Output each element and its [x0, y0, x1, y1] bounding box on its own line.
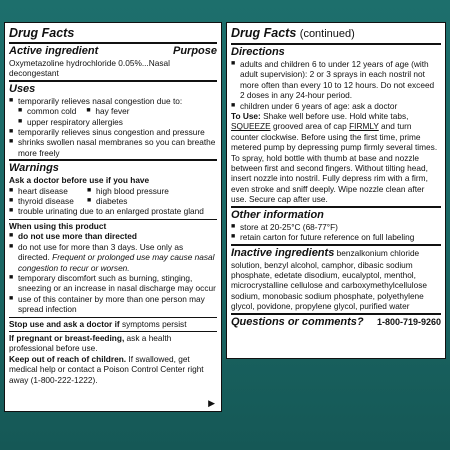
condition-item: ■ trouble urinating due to an enlarged prostate gland — [9, 206, 217, 216]
directions-heading: Directions — [231, 46, 285, 58]
active-ingredient-header — [9, 45, 217, 58]
ask-doctor-heading: Ask a doctor before use if you have — [9, 175, 150, 186]
firmly-text: FIRMLY — [349, 121, 379, 132]
uses-heading: Uses — [9, 82, 36, 95]
to-use-bold: To Use: — [231, 111, 261, 122]
continue-arrow-icon: ▶ — [208, 397, 215, 408]
pregnancy-text: ask a health professional before use. — [9, 332, 172, 354]
when-using-item: ■ temporary discomfort such as burning, stinging, sneezing or an increase in nasal discharge may occur — [9, 273, 217, 294]
questions-phone: 1-800-719-9260 — [376, 316, 441, 327]
pregnancy-line — [9, 333, 217, 354]
condition-item: ■ thyroid disease — [9, 196, 87, 206]
divider — [231, 313, 441, 315]
condition-item: ■ heart disease — [9, 186, 87, 196]
conditions-grid — [9, 186, 217, 207]
when-using-list — [9, 231, 217, 314]
squeeze-text: SQUEEZE — [231, 121, 271, 132]
stop-use-bold: Stop use and ask a doctor if — [9, 318, 120, 329]
inactive-ingredients-paragraph — [231, 247, 441, 312]
divider — [231, 43, 441, 45]
pregnancy-bold: If pregnant or breast-feeding, — [9, 332, 125, 343]
uses-list — [9, 96, 217, 106]
other-info-list — [231, 222, 441, 243]
condition-item: ■ high blood pressure — [87, 186, 217, 196]
other-info-item: ■ retain carton for future reference on full labeling — [231, 232, 441, 242]
condition-item: ■ diabetes — [87, 196, 217, 206]
other-info-heading: Other information — [231, 208, 324, 221]
drug-facts-title: Drug Facts — [9, 26, 75, 40]
when-using-item — [9, 242, 217, 273]
uses-sub-items — [9, 106, 217, 116]
conditions-list — [9, 206, 217, 216]
to-use-paragraph — [231, 111, 441, 205]
to-use-text: and turn counter clockwise. Before using the first time, prime metered pump by depressing pump firmly several times. To spray, hold bottle with thumb at base and nozzle between first and second fingers. Without tilting head, insert nozzle into nostril. Fully depress rim with a firm, even stroke and sniff deeply. Wipe nozzle clean after use. Secure cap after use. — [231, 121, 438, 205]
active-ingredient-line: Oxymetazoline hydrochloride 0.05%...Nasal decongestant — [9, 58, 170, 79]
drug-facts-panel-left — [4, 22, 222, 412]
divider — [9, 331, 217, 332]
stop-use-text: symptoms persist — [119, 318, 187, 329]
uses-sub-item: ■ hay fever — [86, 106, 129, 116]
directions-list — [231, 59, 441, 111]
uses-item: ■ temporarily relieves sinus congestion and pressure — [9, 127, 217, 137]
divider — [231, 206, 441, 208]
when-using-item: ■ do not use more than directed — [9, 231, 217, 241]
when-using-heading: When using this product — [9, 220, 107, 231]
divider — [231, 244, 441, 246]
directions-item: ■ adults and children 6 to under 12 years of age (with adult supervision): 2 or 3 sprays in each nostril not more often than every 10 to 12 hours. Do not exceed 2 doses in any 24-hour period. — [231, 59, 441, 101]
divider — [9, 317, 217, 318]
to-use-text: Shake well before use. Hold white tabs, — [260, 111, 409, 122]
uses-sub-items — [9, 117, 217, 127]
uses-sub-item: ■ common cold — [18, 106, 76, 116]
directions-item: ■ children under 6 years of age: ask a doctor — [231, 101, 441, 111]
inactive-ingredients-heading: Inactive ingredients — [231, 246, 335, 259]
purpose-heading: Purpose — [172, 45, 217, 57]
drug-facts-title — [231, 26, 441, 42]
uses-item: ■ shrinks swollen nasal membranes so you can breathe more freely — [9, 137, 217, 158]
divider — [9, 159, 217, 161]
divider — [9, 42, 217, 44]
keep-out-bold: Keep out of reach of children. — [9, 353, 127, 364]
drug-facts-continued: (continued) — [299, 28, 355, 40]
warnings-heading: Warnings — [9, 162, 59, 175]
divider — [9, 80, 217, 82]
keep-out-text: If swallowed, get medical help or contact a Poison Control Center right away (1-800-222-1222). — [9, 353, 204, 385]
active-ingredient-heading: Active ingredient — [9, 45, 99, 57]
uses-sub-item: ■ upper respiratory allergies — [18, 117, 123, 127]
other-info-item: ■ store at 20-25°C (68-77°F) — [231, 222, 441, 232]
inactive-ingredients-text: benzalkonium chloride solution, benzyl alcohol, camphor, dibasic sodium phosphate, edetate disodium, eucalyptol, menthol, microcrystalline cellulose and carboxymethylcellulose sodium, monobasic sodium phosphate, polyethylene glycol, povidone, propylene glycol, purified water — [231, 247, 427, 312]
stop-use-line — [9, 319, 217, 329]
questions-heading: Questions or comments? — [231, 315, 364, 328]
uses-item: ■ temporarily relieves nasal congestion due to: — [9, 96, 217, 106]
uses-list — [9, 127, 217, 158]
drug-facts-title-text: Drug Facts — [231, 26, 297, 40]
divider — [9, 219, 217, 220]
questions-line — [231, 316, 441, 329]
when-using-italic-text: Frequent or prolonged use may cause nasal congestion to recur or worsen. — [18, 252, 215, 273]
to-use-text: grooved area of cap — [270, 121, 350, 132]
keep-out-line — [9, 354, 217, 385]
when-using-text: do not use for more than 3 days. Use only as directed. — [18, 241, 184, 263]
when-using-item: ■ use of this container by more than one person may spread infection — [9, 294, 217, 315]
drug-facts-panel-right — [226, 22, 446, 359]
